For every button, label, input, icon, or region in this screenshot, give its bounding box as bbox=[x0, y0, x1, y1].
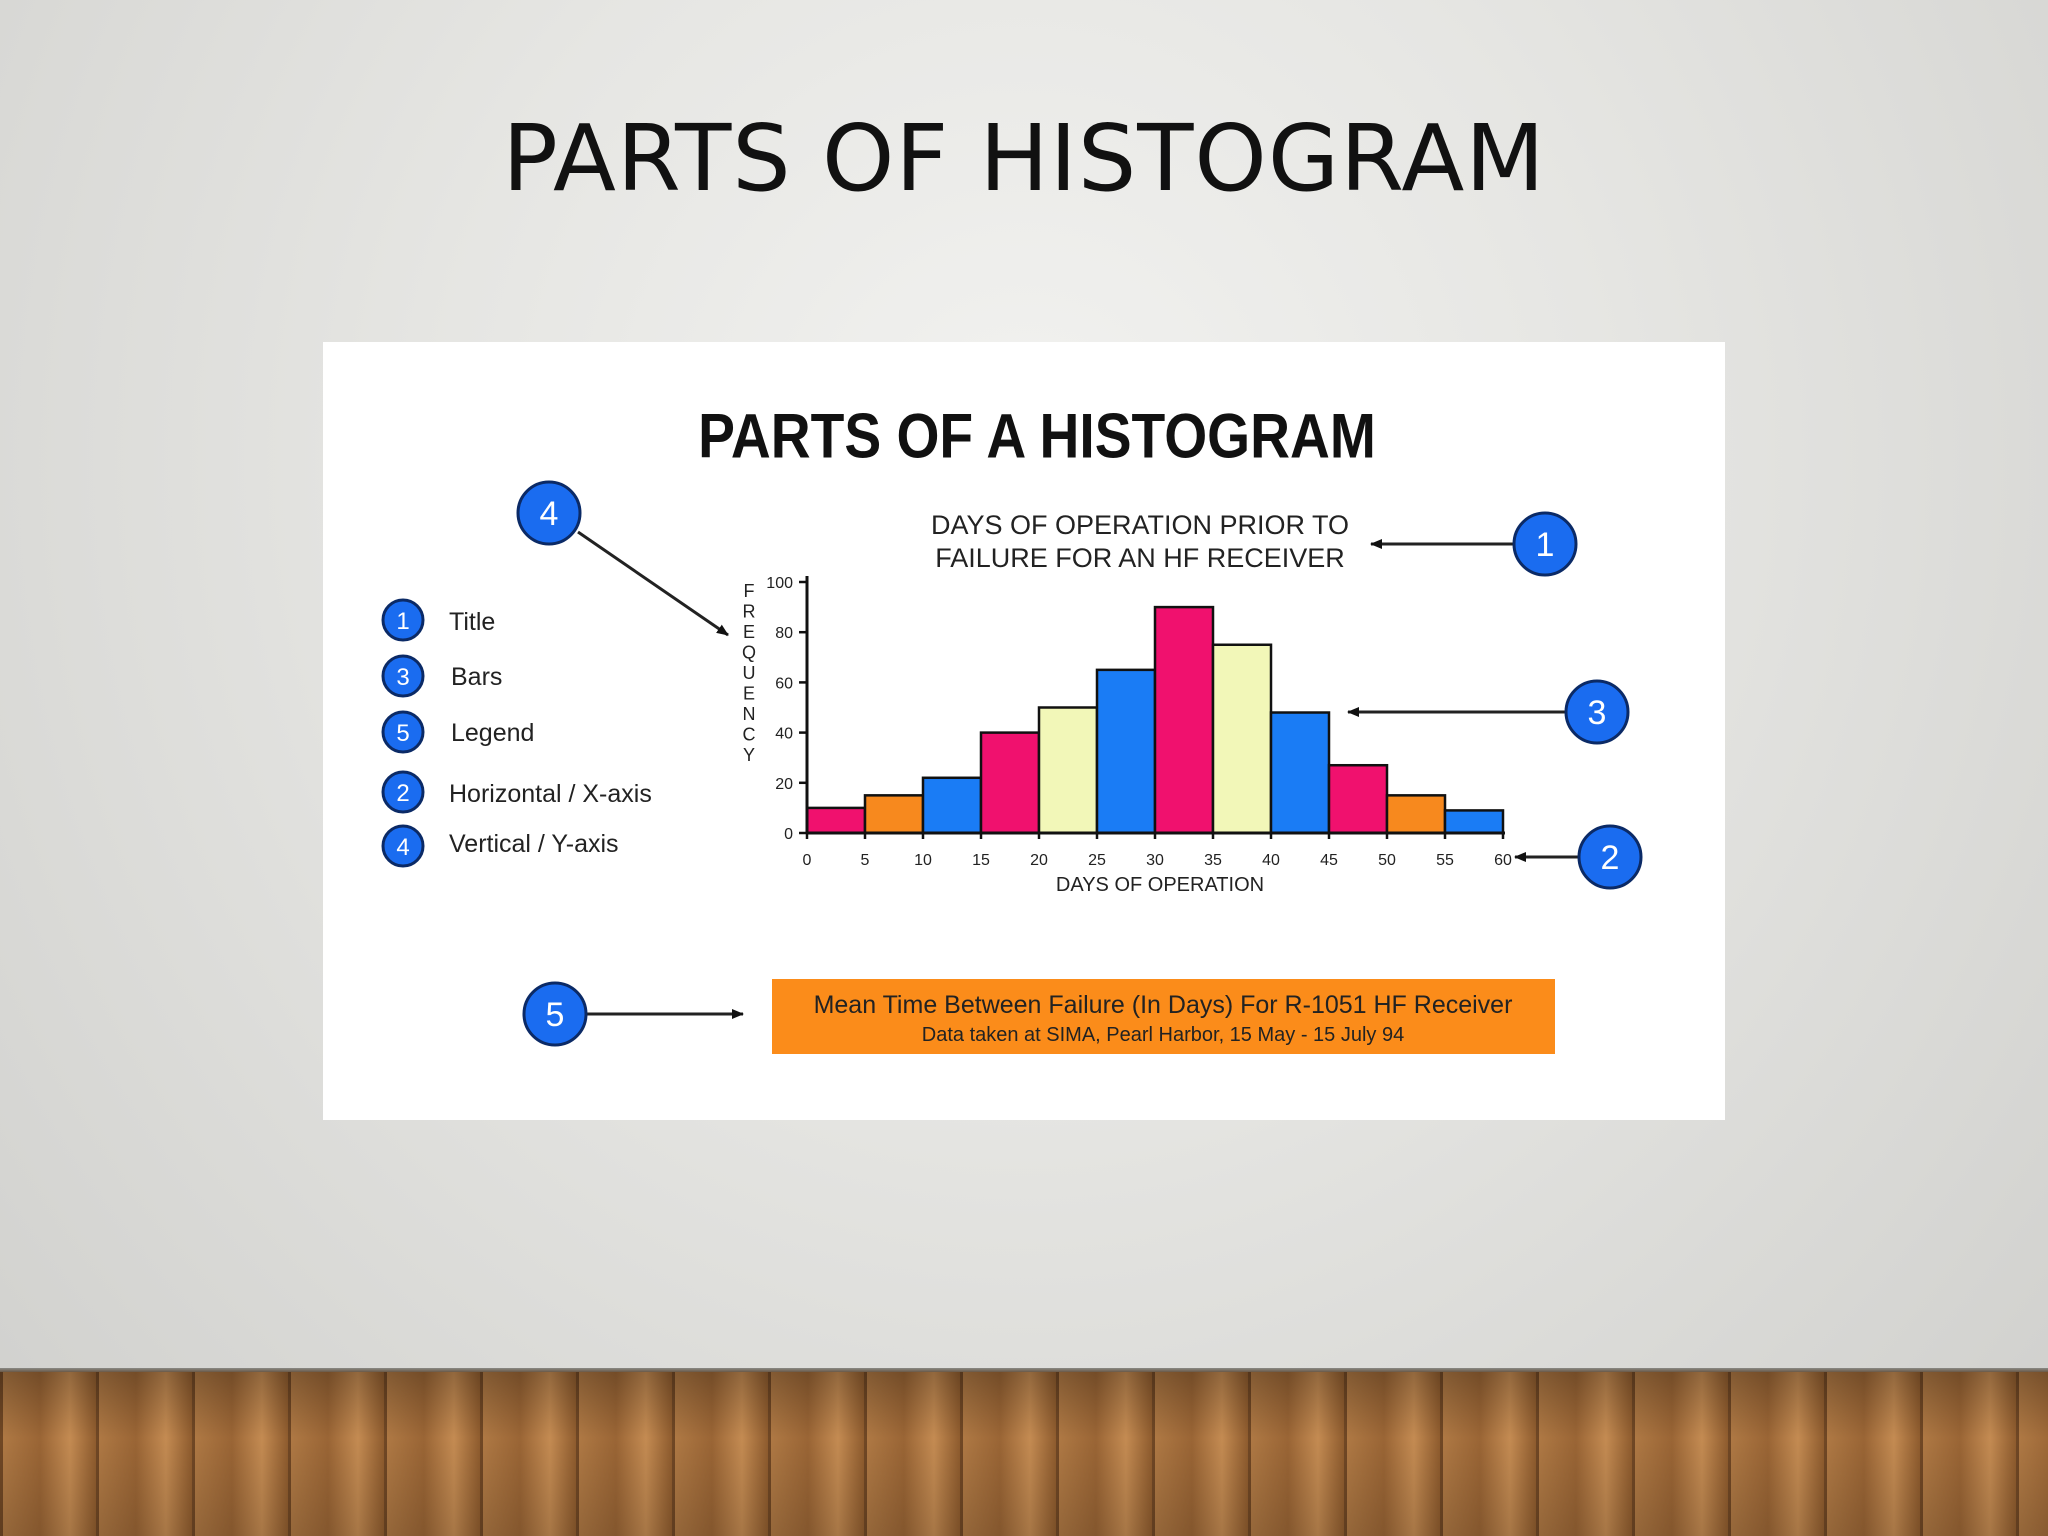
histogram-bar bbox=[865, 795, 923, 833]
y-axis-label bbox=[742, 581, 756, 765]
number-badge-label: 4 bbox=[396, 834, 410, 861]
figure-heading: PARTS OF A HISTOGRAM bbox=[698, 400, 1376, 472]
number-badge-label: 1 bbox=[396, 608, 410, 635]
y-tick-label: 100 bbox=[766, 575, 793, 592]
y-tick-label: 60 bbox=[775, 675, 793, 693]
callout-y-axis bbox=[518, 482, 728, 635]
histogram-bar bbox=[981, 733, 1039, 833]
callout-legend bbox=[524, 983, 743, 1045]
y-axis-label-letter: E bbox=[742, 622, 756, 642]
callout-badge-label: 5 bbox=[545, 996, 565, 1034]
histogram-bar bbox=[1213, 645, 1271, 833]
parts-list-item bbox=[383, 826, 619, 866]
histogram-bar bbox=[1039, 708, 1097, 834]
parts-list-label: Bars bbox=[451, 663, 503, 691]
number-badge-label: 5 bbox=[396, 720, 410, 747]
histogram-bar bbox=[807, 808, 865, 833]
chart-legend-box bbox=[772, 979, 1555, 1054]
x-tick-label: 40 bbox=[1262, 852, 1280, 869]
x-tick-label: 45 bbox=[1320, 852, 1338, 869]
chart-title-line1: DAYS OF OPERATION PRIOR TO bbox=[930, 510, 1350, 540]
number-badge-label: 2 bbox=[396, 780, 410, 807]
parts-list-item bbox=[383, 656, 502, 696]
x-tick-label: 25 bbox=[1088, 852, 1106, 869]
histogram-bar bbox=[1155, 607, 1213, 833]
y-axis-label-letter: Y bbox=[742, 745, 756, 765]
floor-shade bbox=[0, 1372, 2048, 1536]
callout-badge-label: 3 bbox=[1587, 694, 1607, 732]
x-tick-label: 60 bbox=[1494, 852, 1512, 869]
number-badge-label: 3 bbox=[396, 664, 410, 691]
callout-title bbox=[1371, 513, 1576, 575]
y-axis-label-letter: R bbox=[742, 601, 756, 622]
histogram-bar bbox=[1271, 713, 1329, 833]
parts-list-item bbox=[383, 712, 534, 752]
x-tick-label: 15 bbox=[972, 852, 990, 869]
x-tick-label: 35 bbox=[1204, 852, 1222, 869]
parts-list-label: Horizontal / X-axis bbox=[449, 780, 652, 808]
histogram-figure bbox=[323, 342, 1725, 1120]
y-axis-label-letter: C bbox=[742, 724, 756, 745]
parts-list-label: Title bbox=[449, 608, 496, 636]
y-tick-label: 20 bbox=[775, 775, 793, 793]
slide-title: PARTS OF HISTOGRAM bbox=[502, 105, 1546, 212]
y-axis-label-letter: E bbox=[742, 683, 756, 704]
y-tick-label: 80 bbox=[775, 625, 793, 643]
x-tick-label: 0 bbox=[802, 852, 812, 869]
parts-list-label: Vertical / Y-axis bbox=[449, 830, 619, 858]
bars-group bbox=[807, 607, 1503, 833]
x-tick-label: 30 bbox=[1146, 852, 1164, 869]
histogram-bar bbox=[923, 778, 981, 833]
x-tick-label: 55 bbox=[1436, 852, 1454, 869]
histogram-bar bbox=[1387, 795, 1445, 833]
parts-list-item bbox=[383, 600, 495, 640]
parts-list-item bbox=[383, 772, 652, 812]
histogram-bar bbox=[1329, 765, 1387, 833]
parts-list bbox=[383, 600, 652, 866]
y-axis-label-letter: F bbox=[743, 581, 755, 601]
histogram-bar bbox=[1445, 810, 1503, 833]
x-tick-label: 10 bbox=[914, 852, 932, 869]
x-axis-label: DAYS OF OPERATION bbox=[1055, 874, 1265, 896]
legend-line1: Mean Time Between Failure (In Days) For R-1051 HF Receiver bbox=[813, 991, 1513, 1019]
x-tick-label: 20 bbox=[1030, 852, 1048, 869]
callout-bars bbox=[1348, 681, 1628, 743]
y-axis-label-letter: U bbox=[742, 663, 756, 683]
x-tick-label: 50 bbox=[1378, 852, 1396, 869]
callout-badge-label: 4 bbox=[539, 495, 559, 533]
legend-line2: Data taken at SIMA, Pearl Harbor, 15 May - 15 July 94 bbox=[921, 1024, 1405, 1046]
y-axis-label-letter: N bbox=[742, 704, 756, 724]
x-tick-label: 5 bbox=[860, 852, 870, 869]
y-tick-label: 40 bbox=[775, 725, 793, 743]
callout-x-axis bbox=[1515, 826, 1641, 888]
y-tick-label: 0 bbox=[784, 826, 793, 843]
histogram-bar bbox=[1097, 670, 1155, 833]
callout-badge-label: 2 bbox=[1600, 839, 1620, 877]
chart-title-line2: FAILURE FOR AN HF RECEIVER bbox=[935, 543, 1345, 573]
histogram-chart bbox=[323, 342, 1725, 1120]
y-axis-label-letter: Q bbox=[741, 642, 757, 663]
callout-badge-label: 1 bbox=[1535, 526, 1555, 564]
parts-list-label: Legend bbox=[451, 719, 535, 747]
